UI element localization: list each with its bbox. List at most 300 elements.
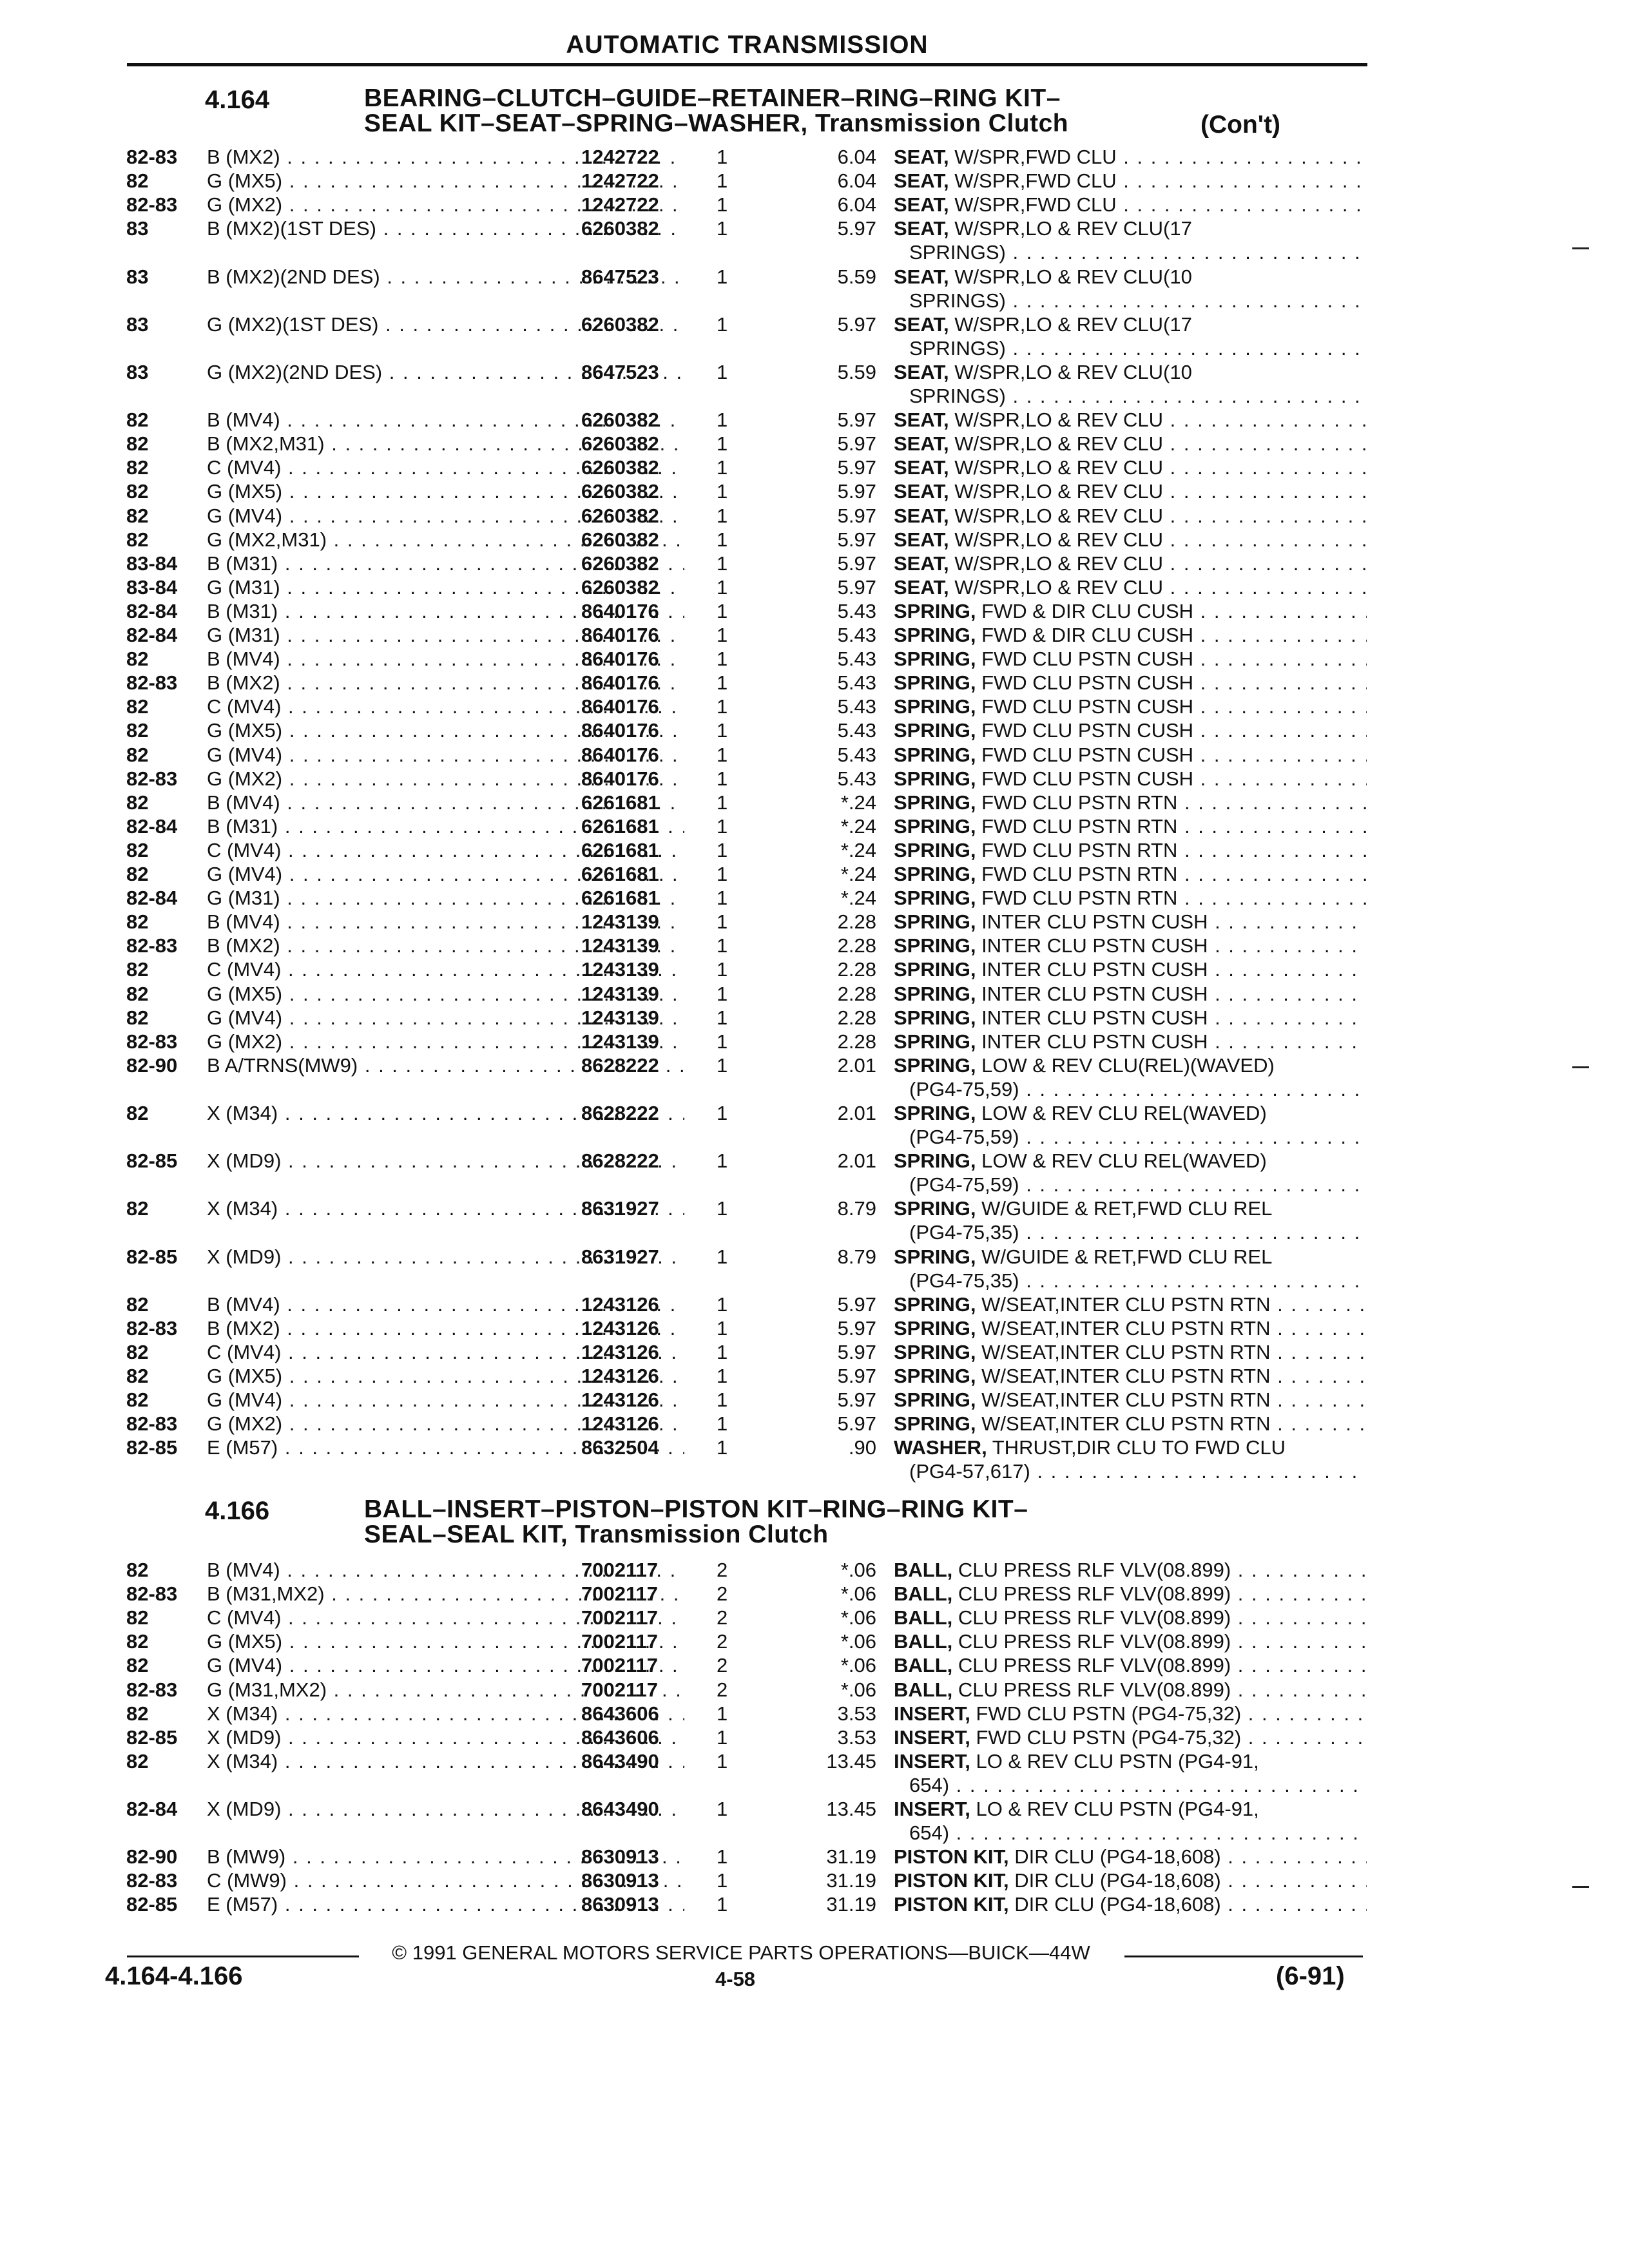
description-text: W/SPR,LO & REV CLU(10 [954, 265, 1192, 288]
part-description [894, 504, 1367, 528]
part-number: 6260382 [581, 312, 659, 336]
part-description [894, 767, 1367, 791]
margin-mark [1572, 247, 1589, 249]
description-text: FWD CLU PSTN CUSH [981, 671, 1194, 695]
model-year: 82 [126, 1654, 149, 1677]
model-code-text: X (M34) [207, 1102, 278, 1124]
quantity: 1 [717, 265, 728, 288]
description-continuation [894, 336, 1367, 360]
model-code-text: X (MD9) [207, 1245, 282, 1268]
quantity: 1 [717, 193, 728, 216]
part-description [894, 1196, 1367, 1244]
description-keyword: SEAT, [894, 360, 949, 383]
description-continuation [894, 1077, 1367, 1101]
model-year: 82-83 [126, 767, 178, 790]
description-line [894, 1101, 1367, 1125]
part-description [894, 1582, 1367, 1606]
part-number: 1243139 [581, 982, 659, 1005]
description-text: W/SPR,LO & REV CLU [954, 552, 1164, 575]
description-keyword: BALL, [894, 1678, 953, 1701]
part-number: 6260382 [581, 432, 659, 456]
description-line [894, 1892, 1367, 1916]
price: *.24 [840, 887, 876, 910]
model-code-text: E (M57) [207, 1893, 278, 1916]
model-code-text: B (MV4) [207, 648, 280, 671]
part-number: 8631927 [581, 1197, 659, 1220]
description-text: LOW & REV CLU REL(WAVED) [981, 1102, 1267, 1124]
part-description [894, 791, 1367, 814]
description-keyword: SPRING, [894, 1102, 976, 1124]
part-number: 8640176 [581, 599, 659, 622]
description-line [894, 1629, 1367, 1653]
price: .90 [848, 1436, 876, 1459]
price: 5.97 [837, 217, 876, 240]
part-number: 1243139 [581, 1030, 659, 1053]
model-code-text: G (M31) [207, 887, 280, 910]
quantity: 1 [717, 1316, 728, 1340]
description-line [894, 1558, 1367, 1582]
model-code-text: G (MX2) [207, 1030, 283, 1053]
price: 3.53 [837, 1725, 876, 1749]
quantity: 2 [717, 1654, 728, 1677]
model-code-text: X (M34) [207, 1702, 278, 1725]
quantity: 1 [717, 1006, 728, 1029]
description-keyword: SEAT, [894, 552, 949, 575]
model-year: 82-84 [126, 887, 178, 910]
description-keyword: SPRING, [894, 1341, 976, 1363]
price: 13.45 [826, 1749, 876, 1773]
quantity: 1 [717, 1702, 728, 1725]
model-year: 82-85 [126, 1725, 178, 1749]
model-year: 82-83 [126, 146, 178, 168]
description-line [894, 479, 1367, 503]
model-year: 82-83 [126, 1412, 178, 1436]
model-year: 82-85 [126, 1245, 178, 1268]
description-keyword: SEAT, [894, 504, 949, 527]
model-year: 82 [126, 1389, 149, 1412]
description-line [894, 1606, 1367, 1629]
model-code-text: G (MV4) [207, 1654, 283, 1677]
model-code-text: G (MX5) [207, 1365, 283, 1388]
description-keyword: SPRING, [894, 1365, 976, 1388]
description-continuation-text: 654) [909, 1773, 950, 1796]
price: 3.53 [837, 1702, 876, 1725]
part-number: 8630913 [581, 1845, 659, 1869]
quantity: 1 [717, 1845, 728, 1869]
model-year: 82 [126, 1006, 149, 1029]
part-description [894, 623, 1367, 647]
part-description [894, 957, 1367, 981]
description-line [894, 552, 1367, 575]
model-code-text: C (MV4) [207, 838, 282, 861]
quantity: 1 [717, 1341, 728, 1363]
price: 13.45 [826, 1798, 876, 1820]
description-keyword: SEAT, [894, 169, 949, 193]
model-year: 82 [126, 432, 149, 456]
quantity: 1 [717, 432, 728, 456]
part-description [894, 1245, 1367, 1293]
price: 5.97 [837, 1365, 876, 1388]
description-keyword: SEAT, [894, 217, 949, 240]
description-keyword: SPRING, [894, 863, 976, 885]
model-year: 82 [126, 528, 149, 551]
description-text: W/SEAT,INTER CLU PSTN RTN [981, 1412, 1271, 1436]
model-year: 82 [126, 1365, 149, 1388]
description-line [894, 910, 1367, 934]
model-year: 82 [126, 1702, 149, 1725]
price: 31.19 [826, 1893, 876, 1916]
price: 6.04 [837, 169, 876, 193]
model-code-text: X (MD9) [207, 1149, 282, 1173]
quantity: 1 [717, 934, 728, 957]
description-line [894, 623, 1367, 647]
part-number: 1243126 [581, 1389, 659, 1412]
price: 5.97 [837, 1293, 876, 1316]
model-year: 82 [126, 743, 149, 766]
model-year: 82 [126, 504, 149, 527]
quantity: 1 [717, 648, 728, 671]
model-year: 82 [126, 1293, 149, 1316]
price: 5.97 [837, 456, 876, 479]
part-number: 1243126 [581, 1412, 659, 1436]
description-text: W/SPR,LO & REV CLU [954, 575, 1164, 599]
quantity: 1 [717, 504, 728, 527]
description-line [894, 695, 1367, 718]
price: 2.28 [837, 982, 876, 1005]
description-text: DIR CLU (PG4-18,608) [1014, 1893, 1221, 1916]
description-line [894, 599, 1367, 623]
model-year: 82-90 [126, 1053, 178, 1077]
description-line [894, 456, 1367, 479]
part-number: 7002117 [581, 1606, 658, 1629]
part-description [894, 169, 1367, 193]
price: 5.97 [837, 408, 876, 432]
quantity: 1 [717, 312, 728, 336]
part-number: 6261681 [581, 791, 659, 814]
part-description [894, 1749, 1367, 1797]
part-description [894, 1653, 1367, 1677]
footer-section-range: 4.164-4.166 [105, 1962, 243, 1990]
description-text: W/GUIDE & RET,FWD CLU REL [981, 1197, 1273, 1220]
part-description [894, 1797, 1367, 1845]
description-text: CLU PRESS RLF VLV(08.899) [958, 1606, 1231, 1629]
model-code-text: E (M57) [207, 1436, 278, 1459]
price: 2.28 [837, 958, 876, 981]
model-year: 82-83 [126, 671, 178, 695]
part-description [894, 1606, 1367, 1629]
part-number: 6260382 [581, 217, 659, 240]
model-code-text: B (M31) [207, 552, 278, 575]
price: 8.79 [837, 1245, 876, 1268]
part-description [894, 982, 1367, 1006]
quantity: 1 [717, 887, 728, 910]
description-line [894, 145, 1367, 169]
model-code-text: G (MX5) [207, 982, 283, 1005]
quantity: 1 [717, 217, 728, 240]
description-keyword: INSERT, [894, 1749, 970, 1773]
part-number: 1242722 [581, 193, 659, 216]
part-number: 1243126 [581, 1293, 659, 1316]
model-year: 82 [126, 863, 149, 885]
quantity: 1 [717, 624, 728, 646]
description-line [894, 265, 1367, 289]
description-line [894, 1245, 1367, 1269]
part-description [894, 718, 1367, 742]
description-line [894, 1436, 1367, 1459]
part-number: 1243126 [581, 1316, 659, 1340]
price: 2.01 [837, 1053, 876, 1077]
description-continuation-text: (PG4-57,617) [909, 1460, 1030, 1483]
description-line [894, 814, 1367, 838]
part-number: 7002117 [581, 1559, 658, 1581]
model-code-text: G (MX2,M31) [207, 528, 327, 551]
description-keyword: SEAT, [894, 456, 949, 479]
price: 5.97 [837, 504, 876, 527]
price: 2.28 [837, 1006, 876, 1029]
section-title-line-1: BEARING–CLUTCH–GUIDE–RETAINER–RING–RING KIT– [364, 84, 1061, 112]
quantity: 1 [717, 552, 728, 575]
model-code-text: B (MX2)(2ND DES) [207, 265, 380, 288]
part-number: 8628222 [581, 1053, 659, 1077]
model-year: 82-90 [126, 1845, 178, 1869]
model-code-text: G (MV4) [207, 1006, 283, 1029]
part-description [894, 838, 1367, 862]
part-description [894, 862, 1367, 886]
description-text: DIR CLU (PG4-18,608) [1014, 1869, 1221, 1892]
model-code-text: C (MW9) [207, 1869, 287, 1892]
part-number: 1242722 [581, 146, 659, 168]
description-line [894, 1340, 1367, 1364]
description-line [894, 1702, 1367, 1725]
description-text: CLU PRESS RLF VLV(08.899) [958, 1630, 1231, 1653]
description-text: INTER CLU PSTN CUSH [981, 958, 1208, 981]
model-code-text: G (MV4) [207, 1389, 283, 1412]
description-continuation-text: SPRINGS) [909, 336, 1006, 360]
quantity: 1 [717, 1798, 728, 1820]
model-code-text: B (MX2) [207, 934, 280, 957]
section-title [364, 86, 1068, 136]
part-description [894, 1340, 1367, 1364]
description-continuation [894, 1773, 1367, 1797]
part-description [894, 360, 1367, 408]
description-continuation-text: (PG4-75,35) [909, 1269, 1019, 1292]
part-number: 6260382 [581, 480, 659, 503]
price: 6.04 [837, 193, 876, 216]
quantity: 1 [717, 958, 728, 981]
model-year: 82-83 [126, 1316, 178, 1340]
description-text: W/SEAT,INTER CLU PSTN RTN [981, 1341, 1271, 1363]
model-year: 83-84 [126, 575, 178, 599]
model-year: 82 [126, 648, 149, 671]
model-year: 83-84 [126, 552, 178, 575]
model-year: 82 [126, 982, 149, 1005]
description-keyword: INSERT, [894, 1798, 970, 1820]
quantity: 1 [717, 1893, 728, 1916]
description-text: W/SPR,LO & REV CLU(17 [954, 312, 1192, 336]
price: 6.04 [837, 146, 876, 168]
model-code-text: X (MD9) [207, 1725, 282, 1749]
part-description [894, 408, 1367, 432]
page-header-title: AUTOMATIC TRANSMISSION [566, 31, 929, 59]
price: 2.28 [837, 934, 876, 957]
description-keyword: SPRING, [894, 719, 976, 742]
part-description [894, 1293, 1367, 1316]
price: 5.97 [837, 312, 876, 336]
description-line [894, 1006, 1367, 1030]
description-continuation-text: SPRINGS) [909, 384, 1006, 407]
price: 5.59 [837, 265, 876, 288]
model-year: 82-83 [126, 934, 178, 957]
margin-mark [1572, 1886, 1589, 1888]
model-code-text: G (MX2) [207, 1412, 283, 1436]
price: 31.19 [826, 1845, 876, 1869]
part-description [894, 1629, 1367, 1653]
description-text: INTER CLU PSTN CUSH [981, 982, 1208, 1005]
description-text: LO & REV CLU PSTN (PG4-91, [976, 1798, 1259, 1820]
section-number: 4.164 [205, 86, 270, 114]
description-continuation-text: (PG4-75,59) [909, 1126, 1019, 1148]
part-number: 8647523 [581, 360, 659, 383]
description-keyword: SPRING, [894, 695, 976, 718]
price: 5.43 [837, 648, 876, 671]
part-number: 6260382 [581, 504, 659, 527]
description-continuation [894, 289, 1367, 312]
model-year: 82 [126, 480, 149, 503]
price: 5.43 [837, 743, 876, 766]
quantity: 1 [717, 1245, 728, 1268]
model-code-text: G (MV4) [207, 863, 283, 885]
margin-mark [1572, 1066, 1589, 1068]
model-year: 82-85 [126, 1436, 178, 1459]
description-text: W/SPR,FWD CLU [954, 193, 1117, 216]
description-keyword: INSERT, [894, 1725, 970, 1749]
part-description [894, 814, 1367, 838]
part-number: 8628222 [581, 1149, 659, 1173]
description-line [894, 1797, 1367, 1821]
quantity: 1 [717, 1725, 728, 1749]
part-number: 8640176 [581, 695, 659, 718]
part-description [894, 1149, 1367, 1196]
model-year: 83 [126, 312, 149, 336]
part-number: 1243139 [581, 910, 659, 934]
quantity: 1 [717, 528, 728, 551]
model-year: 82 [126, 910, 149, 934]
quantity: 1 [717, 1053, 728, 1077]
model-year: 82 [126, 1749, 149, 1773]
description-keyword: SPRING, [894, 1245, 976, 1268]
description-keyword: SEAT, [894, 575, 949, 599]
model-year: 82-83 [126, 1678, 178, 1701]
price: 5.43 [837, 767, 876, 790]
description-text: FWD CLU PSTN RTN [981, 838, 1178, 861]
price: 5.43 [837, 624, 876, 646]
part-description [894, 1678, 1367, 1702]
part-number: 6261681 [581, 863, 659, 885]
price: *.06 [840, 1582, 876, 1606]
description-text: W/SEAT,INTER CLU PSTN RTN [981, 1293, 1271, 1316]
description-line [894, 718, 1367, 742]
part-number: 8628222 [581, 1102, 659, 1124]
description-text: W/SPR,LO & REV CLU [954, 528, 1164, 551]
description-text: INTER CLU PSTN CUSH [981, 1030, 1208, 1053]
description-text: LOW & REV CLU REL(WAVED) [981, 1149, 1267, 1173]
model-year: 82 [126, 1630, 149, 1653]
description-keyword: SPRING, [894, 767, 976, 790]
description-keyword: BALL, [894, 1559, 953, 1581]
model-code-text: B (MW9) [207, 1845, 286, 1869]
model-code-text: G (MX5) [207, 480, 283, 503]
description-keyword: SPRING, [894, 934, 976, 957]
part-description [894, 1388, 1367, 1412]
description-keyword: SPRING, [894, 1293, 976, 1316]
model-code-text: C (MV4) [207, 456, 282, 479]
price: 2.01 [837, 1102, 876, 1124]
price: 5.97 [837, 1341, 876, 1363]
part-description [894, 1412, 1367, 1436]
footer-rule-left [127, 1956, 359, 1957]
model-code-text: B (MV4) [207, 910, 280, 934]
part-number: 8640176 [581, 719, 659, 742]
description-keyword: SPRING, [894, 982, 976, 1005]
model-code-text: X (M34) [207, 1197, 278, 1220]
price: 8.79 [837, 1197, 876, 1220]
part-number: 8632504 [581, 1436, 659, 1459]
price: 5.97 [837, 528, 876, 551]
model-code-text: B (MV4) [207, 791, 280, 814]
part-number: 1243139 [581, 934, 659, 957]
description-line [894, 528, 1367, 552]
part-number: 7002117 [581, 1582, 658, 1606]
model-year: 82-84 [126, 599, 178, 622]
quantity: 1 [717, 1030, 728, 1053]
description-line [894, 886, 1367, 910]
model-year: 82-83 [126, 193, 178, 216]
part-number: 1243126 [581, 1365, 659, 1388]
description-keyword: SPRING, [894, 791, 976, 814]
quantity: 1 [717, 814, 728, 838]
quantity: 1 [717, 863, 728, 885]
description-line [894, 934, 1367, 957]
model-year: 82-84 [126, 624, 178, 646]
description-line [894, 838, 1367, 862]
description-line [894, 216, 1367, 240]
part-number: 8643490 [581, 1749, 659, 1773]
description-text: CLU PRESS RLF VLV(08.899) [958, 1654, 1231, 1677]
description-keyword: SPRING, [894, 671, 976, 695]
quantity: 1 [717, 1149, 728, 1173]
description-text: W/SPR,LO & REV CLU [954, 408, 1164, 432]
part-number: 7002117 [581, 1654, 658, 1677]
description-text: FWD CLU PSTN CUSH [981, 767, 1194, 790]
description-keyword: SPRING, [894, 1053, 976, 1077]
part-description [894, 1364, 1367, 1388]
part-description [894, 910, 1367, 934]
description-text: FWD CLU PSTN CUSH [981, 743, 1194, 766]
continued-label: (Con't) [1200, 111, 1281, 139]
description-keyword: SPRING, [894, 910, 976, 934]
description-keyword: BALL, [894, 1582, 953, 1606]
model-year: 82-85 [126, 1893, 178, 1916]
part-description [894, 145, 1367, 169]
description-keyword: SPRING, [894, 887, 976, 910]
description-text: W/SPR,FWD CLU [954, 146, 1117, 168]
description-text: CLU PRESS RLF VLV(08.899) [958, 1559, 1231, 1581]
model-code-text: G (MX5) [207, 719, 283, 742]
description-continuation [894, 1821, 1367, 1845]
model-year: 82 [126, 838, 149, 861]
part-description [894, 1725, 1367, 1749]
model-year: 83 [126, 217, 149, 240]
